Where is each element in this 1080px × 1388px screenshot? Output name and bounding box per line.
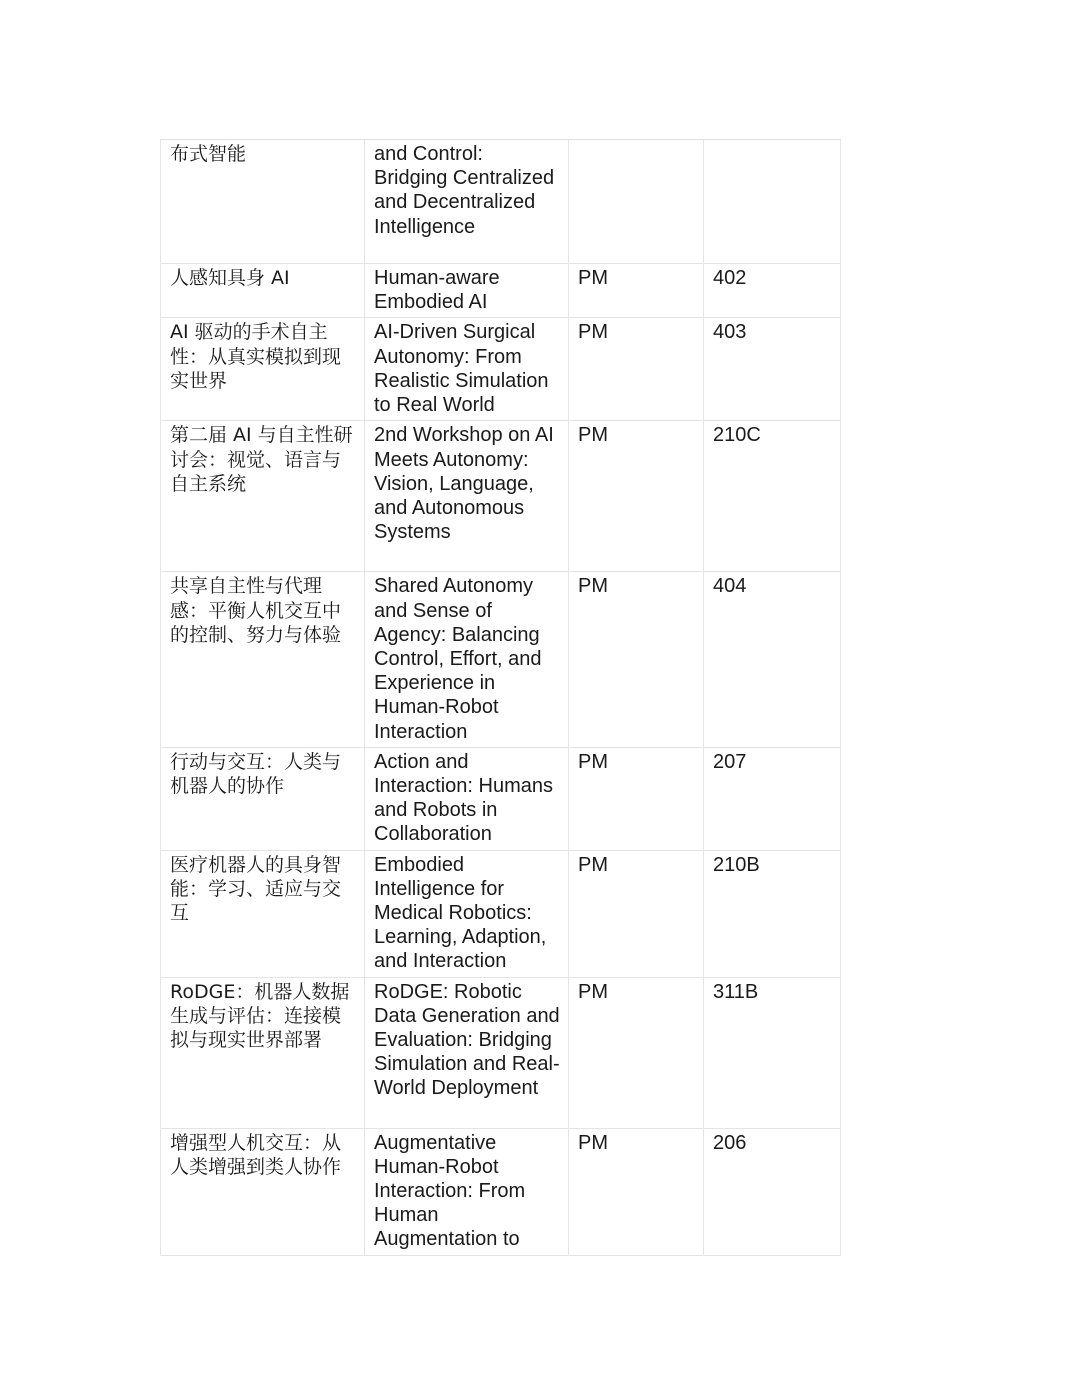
chinese-title-cell: 布式智能: [161, 140, 365, 264]
document-page: [160, 139, 840, 1256]
chinese-title-cell: 增强型人机交互：从人类增强到类人协作: [161, 1128, 365, 1255]
room-cell: 210B: [704, 850, 841, 977]
room-cell: 206: [704, 1128, 841, 1255]
table-row: [161, 421, 841, 572]
session-cell: PM: [569, 977, 704, 1128]
english-title-cell: Embodied Intelligence for Medical Robotics: Learning, Adaption, and Interaction: [365, 850, 569, 977]
chinese-title-cell: 行动与交互：人类与机器人的协作: [161, 747, 365, 850]
table-row: [161, 1128, 841, 1255]
english-title-cell: and Control: Bridging Centralized and Decentralized Intelligence: [365, 140, 569, 264]
table-body: [161, 140, 841, 1256]
room-cell: 402: [704, 264, 841, 318]
english-title-cell: Shared Autonomy and Sense of Agency: Balancing Control, Effort, and Experience in Human-Robot Interaction: [365, 572, 569, 747]
session-cell: PM: [569, 572, 704, 747]
chinese-title-cell: 第二届 AI 与自主性研讨会：视觉、语言与自主系统: [161, 421, 365, 572]
chinese-title-cell: 共享自主性与代理感：平衡人机交互中的控制、努力与体验: [161, 572, 365, 747]
english-title-cell: AI-Driven Surgical Autonomy: From Realistic Simulation to Real World: [365, 318, 569, 421]
english-title-cell: RoDGE: Robotic Data Generation and Evaluation: Bridging Simulation and Real-World Deployment: [365, 977, 569, 1128]
table-row: [161, 318, 841, 421]
session-cell: PM: [569, 318, 704, 421]
chinese-title-cell: RoDGE：机器人数据生成与评估：连接模拟与现实世界部署: [161, 977, 365, 1128]
chinese-title-cell: AI 驱动的手术自主性：从真实模拟到现实世界: [161, 318, 365, 421]
session-cell: PM: [569, 747, 704, 850]
session-cell: PM: [569, 264, 704, 318]
room-cell: 403: [704, 318, 841, 421]
english-title-cell: Human-aware Embodied AI: [365, 264, 569, 318]
table-row: [161, 850, 841, 977]
room-cell: [704, 140, 841, 264]
room-cell: 207: [704, 747, 841, 850]
session-cell: PM: [569, 850, 704, 977]
english-title-cell: Augmentative Human-Robot Interaction: From Human Augmentation to: [365, 1128, 569, 1255]
room-cell: 311B: [704, 977, 841, 1128]
english-title-cell: Action and Interaction: Humans and Robots in Collaboration: [365, 747, 569, 850]
english-title-cell: 2nd Workshop on AI Meets Autonomy: Vision, Language, and Autonomous Systems: [365, 421, 569, 572]
chinese-title-cell: 人感知具身 AI: [161, 264, 365, 318]
workshop-schedule-table: [160, 139, 841, 1256]
table-row: [161, 264, 841, 318]
session-cell: [569, 140, 704, 264]
table-row: [161, 572, 841, 747]
room-cell: 404: [704, 572, 841, 747]
session-cell: PM: [569, 421, 704, 572]
table-row: [161, 977, 841, 1128]
table-row: [161, 747, 841, 850]
table-row: [161, 140, 841, 264]
chinese-title-cell: 医疗机器人的具身智能：学习、适应与交互: [161, 850, 365, 977]
room-cell: 210C: [704, 421, 841, 572]
session-cell: PM: [569, 1128, 704, 1255]
